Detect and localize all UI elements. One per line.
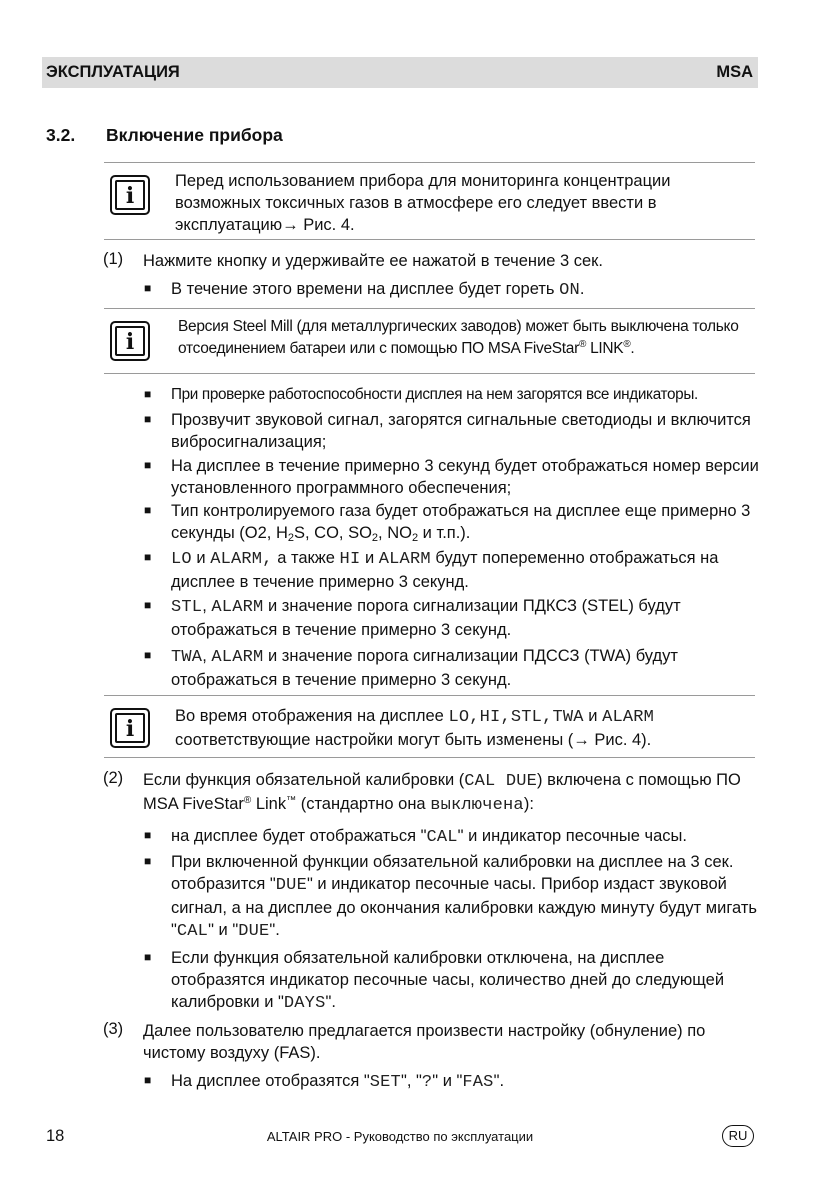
info-icon: i [110, 321, 150, 361]
step-text: Если функция обязательной калибровки (CAL DUE) включена с помощью ПО MSA FiveStar® Link™ (стандартно она выключена): [143, 771, 741, 815]
bullet-item: Если функция обязательной калибровки отключена, на дисплее отобразятся индикатор песочные часы, количество дней до следующей калибровки и "DAYS". [171, 949, 725, 1013]
bullet-marker: ■ [144, 1073, 152, 1087]
header-section-label: ЭКСПЛУАТАЦИЯ [46, 63, 180, 81]
note-commissioning: Перед использованием прибора для мониторинга концентрации возможных токсичных газов в атмосфере его следует ввести в эксплуатацию→ Рис. 4. [175, 172, 671, 234]
info-icon: i [110, 708, 150, 748]
page-number: 18 [46, 1127, 65, 1145]
bullet-marker: ■ [144, 854, 152, 868]
footer-title: ALTAIR PRO - Руководство по эксплуатации [266, 1129, 534, 1144]
step-number: (3) [103, 1020, 124, 1038]
bullet-marker: ■ [144, 828, 152, 842]
bullet-marker: ■ [144, 950, 152, 964]
bullet-marker: ■ [144, 648, 152, 662]
step-text: Нажмите кнопку и удерживайте ее нажатой в течение 3 сек. [143, 252, 603, 270]
step-number: (2) [103, 769, 124, 787]
divider [104, 239, 755, 240]
info-icon: i [110, 175, 150, 215]
section-number: 3.2. [46, 125, 76, 145]
bullet-item: на дисплее будет отображаться "CAL" и индикатор песочные часы. [171, 827, 687, 847]
note-steel-mill: Версия Steel Mill (для металлургических заводов) может быть выключена только отсоединением батареи или с помощью ПО MSA FiveStar® LINK®. [178, 318, 739, 357]
note-settings: Во время отображения на дисплее LO,HI,STL,TWA и ALARM соответствующие настройки могут быть изменены (→ Рис. 4). [175, 707, 655, 749]
bullet-marker: ■ [144, 550, 152, 564]
step-text: Далее пользователю предлагается произвести настройку (обнуление) по чистому воздуху (FAS). [143, 1022, 706, 1062]
bullet-item: При проверке работоспособности дисплея на нем загорятся все индикаторы. [171, 386, 698, 403]
bullet-item: На дисплее в течение примерно 3 секунд будет отображаться номер версии установленного программного обеспечения; [171, 457, 759, 497]
divider [104, 695, 755, 696]
bullet-item: В течение этого времени на дисплее будет гореть ON. [171, 280, 585, 300]
bullet-item: При включенной функции обязательной калибровки на дисплее на 3 сек. отобразится "DUE" и индикатор песочные часы. Прибор издаст звуковой сигнал, а на дисплее до окончания калибровки каждую минуту будут мигать "CAL" и "DUE". [171, 853, 757, 941]
bullet-marker: ■ [144, 281, 152, 295]
divider [104, 373, 755, 374]
bullet-item: TWA, ALARM и значение порога сигнализации ПДССЗ (TWA) будут отображаться в течение примерно 3 секунд. [171, 647, 678, 689]
language-badge: RU [722, 1125, 754, 1147]
divider [104, 757, 755, 758]
bullet-marker: ■ [144, 503, 152, 517]
header-brand: MSA [716, 63, 753, 81]
section-title: Включение прибора [106, 125, 283, 145]
bullet-item: Прозвучит звуковой сигнал, загорятся сигнальные светодиоды и включится вибросигнализация; [171, 411, 751, 451]
bullet-marker: ■ [144, 412, 152, 426]
step-number: (1) [103, 250, 124, 268]
divider [104, 308, 755, 309]
bullet-marker: ■ [144, 387, 152, 401]
bullet-item: Тип контролируемого газа будет отображаться на дисплее еще примерно 3 секунды (O2, $H_2S$, CO, $SO_2$, $NO_2$ и т.п.). [171, 502, 751, 544]
bullet-item: На дисплее отобразятся "SET", "?" и "FAS". [171, 1072, 505, 1092]
bullet-marker: ■ [144, 598, 152, 612]
bullet-item: LO и ALARM, а также HI и ALARM будут попеременно отображаться на дисплее в течение примерно 3 секунд. [171, 549, 719, 591]
bullet-item: STL, ALARM и значение порога сигнализации ПДКСЗ (STEL) будут отображаться в течение примерно 3 секунд. [171, 597, 681, 639]
divider [104, 162, 755, 163]
bullet-marker: ■ [144, 458, 152, 472]
